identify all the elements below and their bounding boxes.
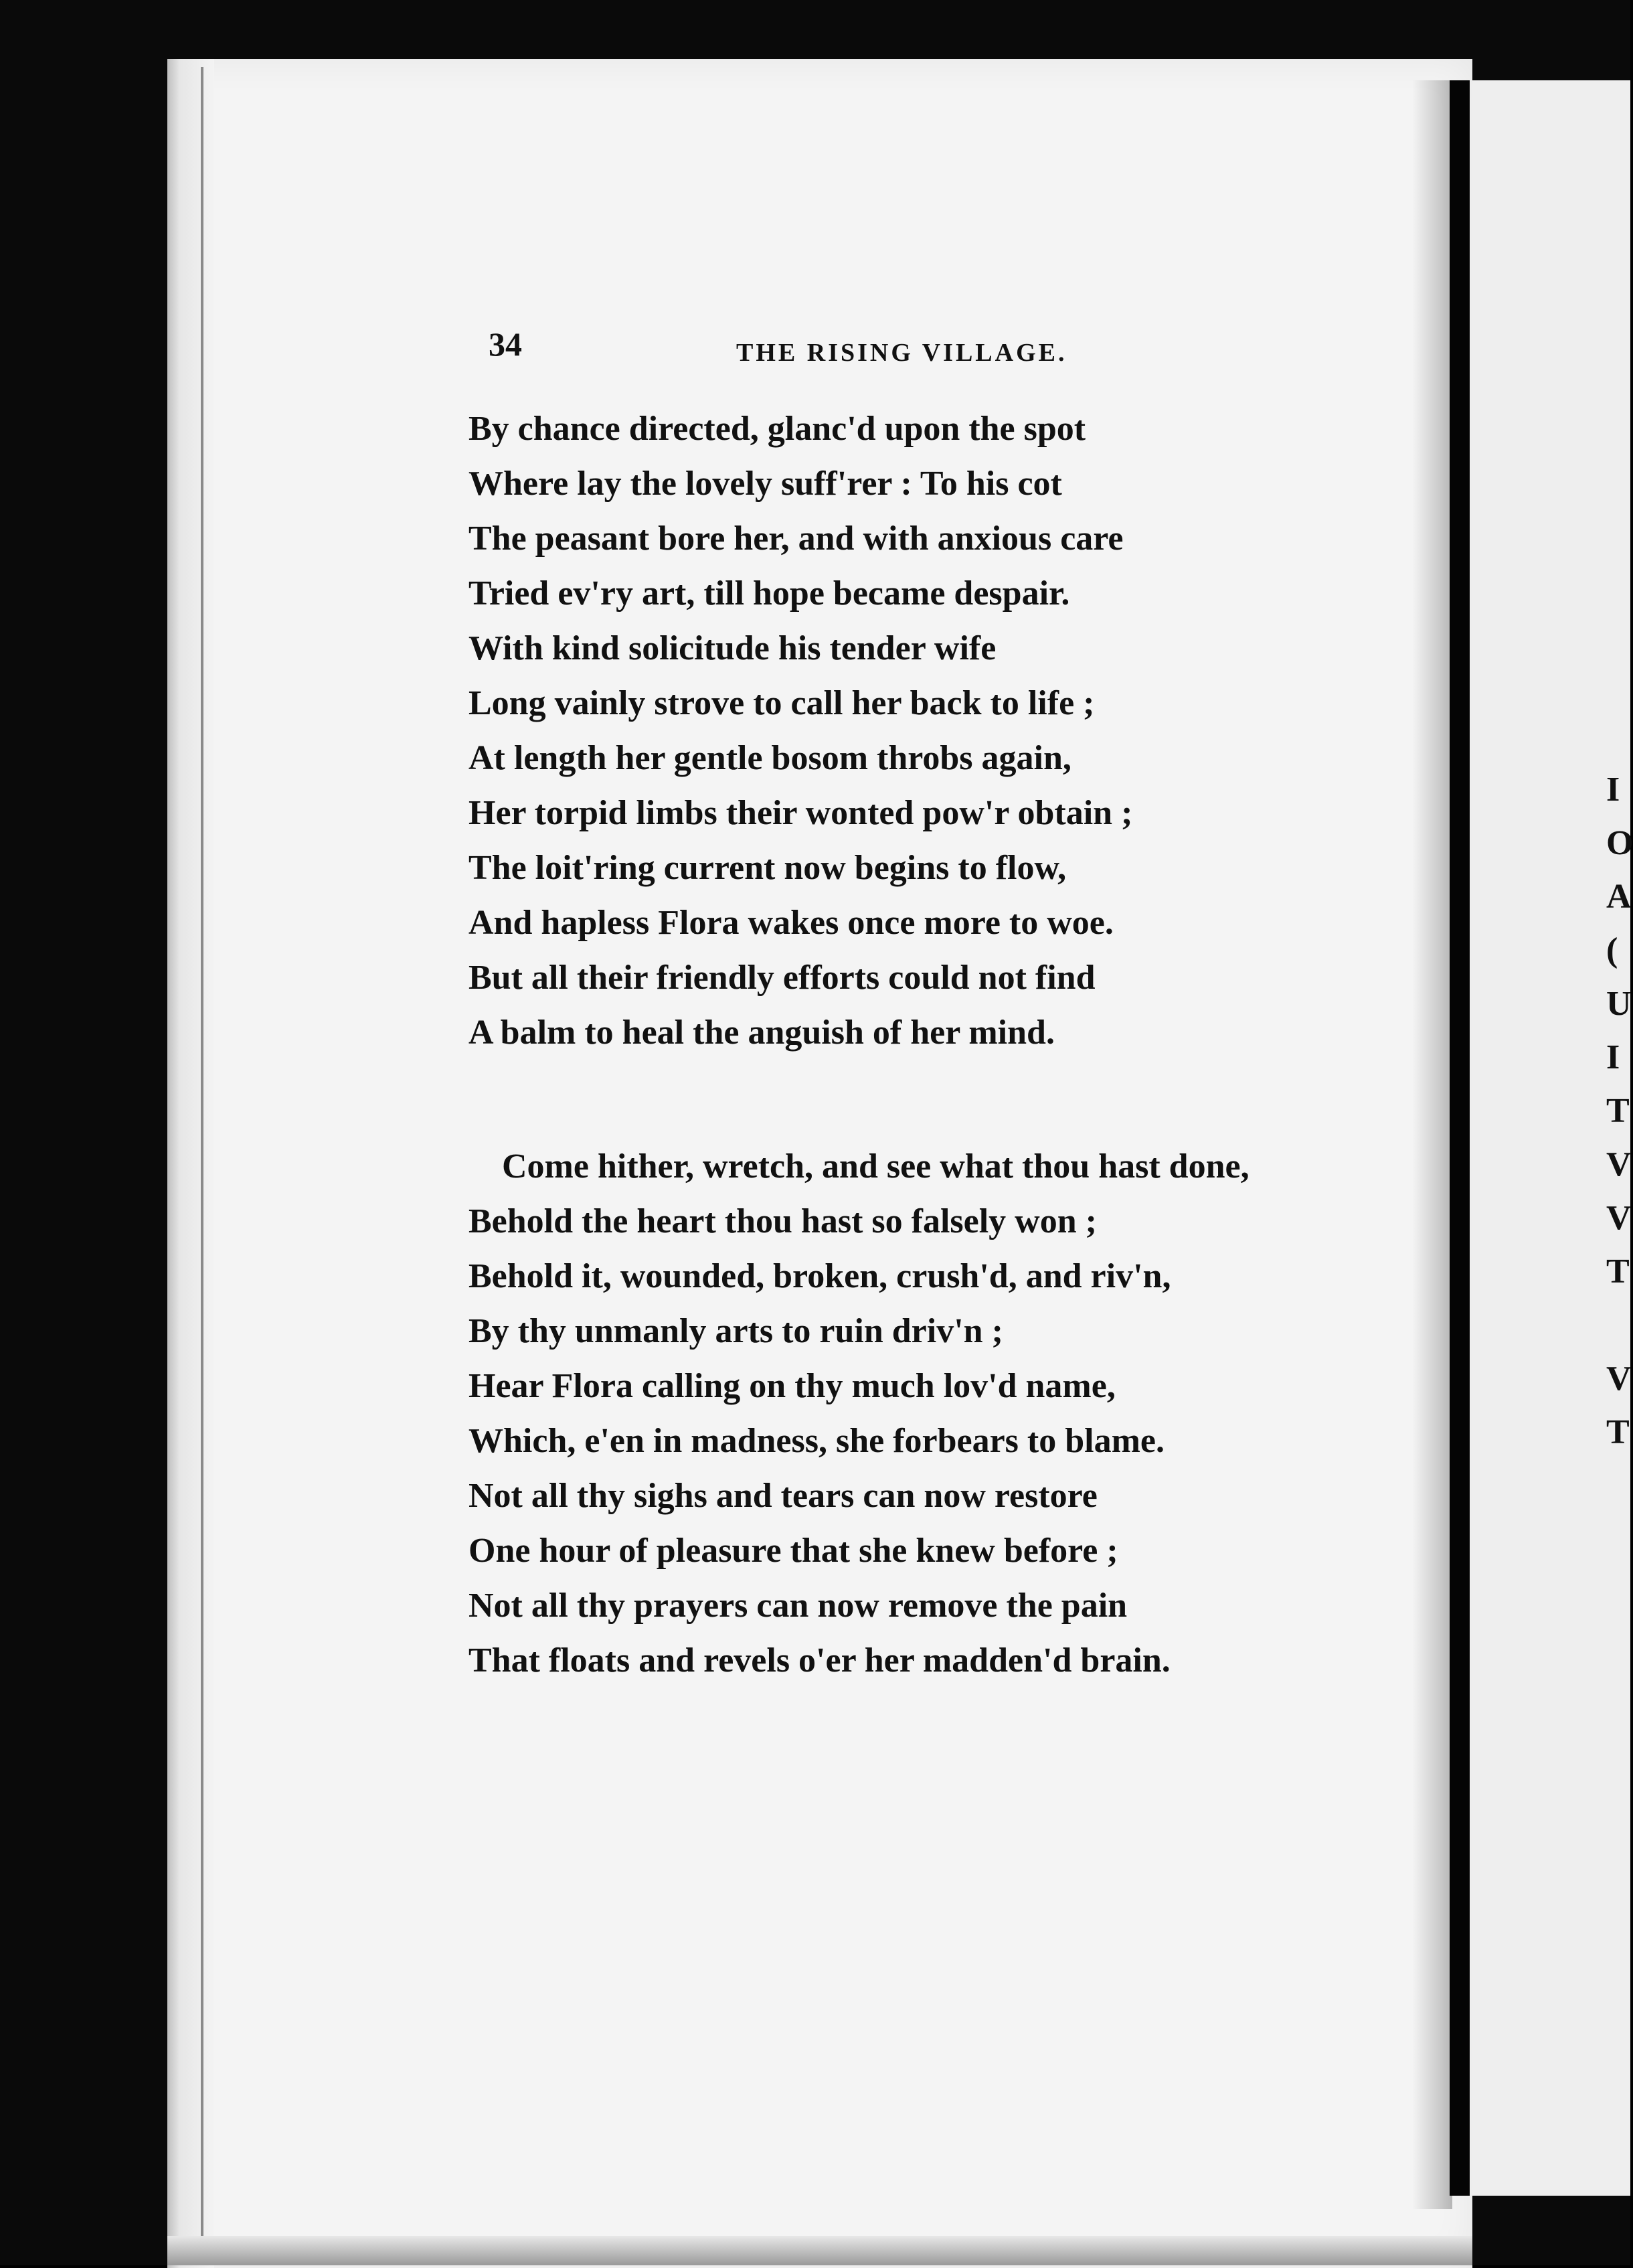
poem-line: The loit'ring current now begins to flow, <box>468 849 1067 887</box>
stanza-1 <box>468 402 1339 1060</box>
poem-line: Come hither, wretch, and see what thou hast done, <box>502 1147 1250 1186</box>
poem-line: Which, e'en in madness, she forbears to blame. <box>468 1422 1165 1460</box>
page-number: 34 <box>489 325 522 363</box>
facing-page-letter: O <box>1606 824 1633 862</box>
poem-line: Tried ev'ry art, till hope became despair. <box>468 574 1070 613</box>
poem-line: By chance directed, glanc'd upon the spot <box>468 410 1086 448</box>
facing-page-letter: I <box>1606 771 1620 809</box>
poem-body <box>468 402 1339 1688</box>
poem-line: The peasant bore her, and with anxious care <box>468 519 1124 558</box>
poem-line: With kind solicitude his tender wife <box>468 629 997 667</box>
facing-page-letter: ( <box>1606 931 1618 969</box>
poem-line: Her torpid limbs their wonted pow'r obtain ; <box>468 794 1133 832</box>
facing-page-letter: A <box>1606 878 1632 916</box>
poem-line: Not all thy sighs and tears can now restore <box>468 1477 1098 1515</box>
facing-page-letter: V <box>1606 1360 1632 1398</box>
facing-page-letter: U <box>1606 985 1632 1023</box>
poem-line: Hear Flora calling on thy much lov'd name, <box>468 1367 1116 1405</box>
facing-page-letter: T <box>1606 1252 1630 1291</box>
poem-line: One hour of pleasure that she knew before ; <box>468 1532 1118 1570</box>
poem-line: A balm to heal the anguish of her mind. <box>468 1014 1055 1052</box>
poem-line: Long vainly strove to call her back to life ; <box>468 684 1095 722</box>
poem-line: And hapless Flora wakes once more to woe. <box>468 904 1114 942</box>
poem-line: Where lay the lovely suff'rer : To his cot <box>468 465 1062 503</box>
poem-line: At length her gentle bosom throbs again, <box>468 739 1071 777</box>
running-title: THE RISING VILLAGE. <box>736 339 1067 367</box>
facing-page-letter: T <box>1606 1092 1630 1130</box>
poem-line: Behold it, wounded, broken, crush'd, and riv'n, <box>468 1257 1171 1295</box>
poem-line: But all their friendly efforts could not find <box>468 959 1096 997</box>
poem-line: Behold the heart thou hast so falsely won ; <box>468 1202 1097 1240</box>
stanza-2 <box>468 1139 1339 1688</box>
poem-line: Not all thy prayers can now remove the pain <box>468 1587 1128 1625</box>
facing-page-letter: V <box>1606 1199 1632 1237</box>
facing-page-letter: T <box>1606 1413 1630 1451</box>
facing-page-letter: I <box>1606 1038 1620 1076</box>
facing-page-letter: V <box>1606 1145 1632 1184</box>
poem-line: By thy unmanly arts to ruin driv'n ; <box>468 1312 1003 1350</box>
stanza-break <box>468 1060 1339 1139</box>
poem-line: That floats and revels o'er her madden'd brain. <box>468 1641 1171 1680</box>
